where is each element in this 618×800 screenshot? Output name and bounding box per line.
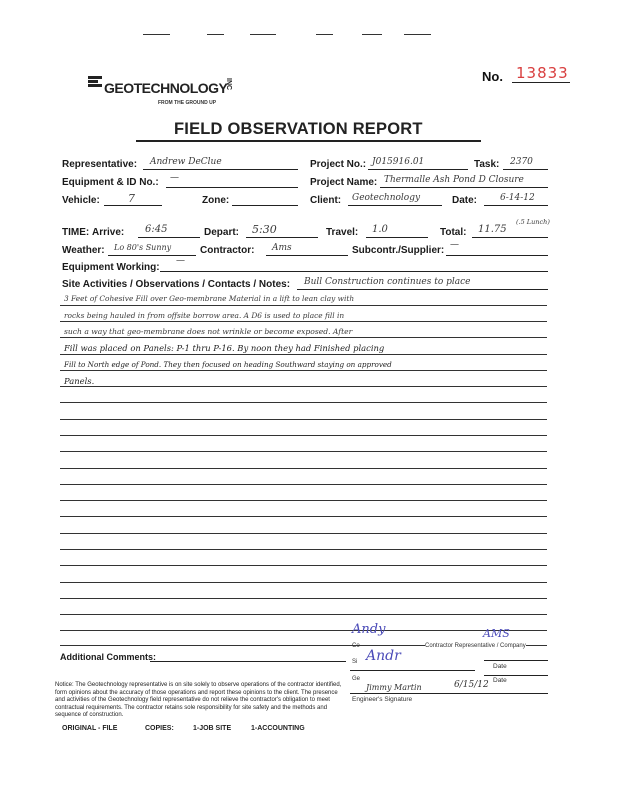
project-no-label: Project No.:: [310, 159, 367, 170]
representative-value[interactable]: Andrew DeClue: [150, 157, 222, 167]
vehicle-line: [104, 205, 162, 206]
notes-line-4[interactable]: such a way that geo-membrane does not wrinkle or become exposed. After: [64, 327, 353, 336]
rep-signature: Andy: [352, 622, 386, 637]
project-name-value[interactable]: Thermalle Ash Pond D Closure: [384, 175, 524, 185]
ruled-line: [60, 500, 547, 501]
total-value[interactable]: 11.75: [478, 224, 507, 235]
notes-line-6[interactable]: Fill to North edge of Pond. They then focused on heading Southward staying on approved: [64, 360, 392, 369]
travel-value[interactable]: 1.0: [372, 224, 388, 235]
ruled-line: [60, 565, 547, 566]
total-label: Total:: [440, 227, 467, 238]
depart-line: [246, 237, 318, 238]
engineer-date: 6/15/12: [454, 680, 489, 690]
travel-line: [366, 237, 428, 238]
equipment-working-value[interactable]: —: [176, 256, 185, 266]
vehicle-value[interactable]: 7: [128, 192, 135, 205]
equipment-value[interactable]: —: [170, 173, 179, 183]
date-line-1: [484, 660, 548, 661]
notes-line-3[interactable]: rocks being hauled in from offsite borrow area. A D6 is used to place fill in: [64, 311, 345, 320]
company-signature: AMS: [483, 627, 510, 640]
ruled-line: [60, 354, 547, 355]
date-line: [484, 205, 548, 206]
equipment-working-label: Equipment Working:: [62, 262, 160, 273]
project-no-line: [368, 169, 468, 170]
notice-text: Notice: The Geotechnology representative is on site solely to observe operations of the contractor identified, form opinions about the accuracy of those operations and report these opinions to the client. The presence and activities of the Geotechnology field representative do not relieve the contractor's obligation to meet contractual requirements. The contractor retains sole responsibility for site safety and the methods and sequence of construction.: [55, 682, 342, 718]
arrive-value[interactable]: 6:45: [145, 224, 168, 235]
representative-label: Representative:: [62, 159, 138, 170]
date-label: Date:: [452, 195, 478, 206]
ruled-line: [60, 484, 547, 485]
contractor-line: [266, 255, 348, 256]
top-dash: [250, 34, 276, 35]
task-line: [503, 169, 548, 170]
sign-prefix-2: Si: [352, 659, 358, 665]
engineer-signature-label: Engineer's Signature: [352, 696, 413, 703]
project-no-value[interactable]: J015916.01: [372, 157, 425, 167]
ruled-line: [60, 337, 547, 338]
top-dash: [143, 34, 170, 35]
logo-tagline: FROM THE GROUND UP: [158, 100, 217, 106]
logo-mark-icon: [88, 76, 104, 88]
notes-line-2[interactable]: 3 Feet of Cohesive Fill over Geo-membrane Material in a lift to lean clay with: [64, 294, 355, 303]
total-line: [472, 237, 548, 238]
ruled-line: [60, 533, 547, 534]
subcontractor-line: [446, 255, 548, 256]
date-label-2: Date: [493, 677, 507, 684]
depart-value[interactable]: 5:30: [252, 223, 277, 236]
ruled-line: [60, 435, 547, 436]
total-note: (.5 Lunch): [516, 218, 550, 226]
sign-prefix-1: Co: [352, 643, 360, 649]
vehicle-label: Vehicle:: [62, 195, 100, 206]
notes-line-5[interactable]: Fill was placed on Panels: P-1 thru P-16. By noon they had Finished placing: [64, 343, 385, 353]
date-line-2: [484, 675, 548, 676]
report-number: 13833: [516, 64, 569, 82]
project-name-label: Project Name:: [310, 177, 378, 188]
subcontractor-label: Subcontr./Supplier:: [352, 245, 445, 256]
report-number-label: No.: [482, 69, 503, 84]
zone-label: Zone:: [202, 195, 230, 206]
contractor-rep-label: Contractor Representative / Company: [425, 643, 526, 649]
task-label: Task:: [474, 159, 500, 170]
zone-line: [232, 205, 298, 206]
equipment-working-line: [160, 271, 548, 272]
ruled-line: [60, 516, 547, 517]
original-file-label: ORIGINAL - FILE: [62, 725, 118, 732]
date-label-1: Date: [493, 663, 507, 670]
ruled-line: [60, 549, 547, 550]
ruled-line: [60, 305, 547, 306]
additional-comments-line: [150, 661, 346, 662]
engineer-signature: Jimmy Martin: [366, 683, 422, 692]
copies-label: COPIES:: [145, 725, 174, 732]
report-number-underline: [512, 82, 570, 83]
ruled-line: [60, 402, 547, 403]
date-value[interactable]: 6-14-12: [500, 193, 535, 203]
top-dash: [362, 34, 382, 35]
ruled-line: [60, 370, 547, 371]
ruled-line: [60, 419, 547, 420]
weather-label: Weather:: [62, 245, 105, 256]
top-dash: [316, 34, 333, 35]
time-label: TIME:: [62, 227, 90, 238]
weather-value[interactable]: Lo 80's Sunny: [114, 243, 172, 252]
sign-prefix-3: Ge: [352, 676, 361, 682]
signature-line-2: [350, 670, 475, 671]
ruled-line: [60, 582, 547, 583]
client-label: Client:: [310, 195, 342, 206]
title-rule: [136, 140, 481, 142]
ruled-line: [60, 386, 547, 387]
contractor-label: Contractor:: [200, 245, 255, 256]
equipment-label: Equipment & ID No.:: [62, 177, 159, 188]
contractor-value[interactable]: Ams: [272, 243, 292, 253]
copy-accounting-label: 1-ACCOUNTING: [251, 725, 305, 732]
top-dash: [207, 34, 224, 35]
client-value[interactable]: Geotechnology: [352, 193, 421, 203]
notes-line-7[interactable]: Panels.: [64, 376, 95, 386]
task-value[interactable]: 2370: [510, 157, 533, 167]
ruled-line: [60, 321, 547, 322]
logo-suffix: INC: [225, 78, 232, 91]
activities-label: Site Activities / Observations / Contacts / Notes:: [62, 279, 291, 290]
additional-comments-label: Additional Comments:: [60, 652, 156, 662]
arrive-line: [138, 237, 200, 238]
arrive-label: Arrive:: [92, 227, 125, 238]
representative-line: [143, 169, 298, 170]
logo-text: GEOTECHNOLOGY: [104, 80, 228, 96]
notes-line-1[interactable]: Bull Construction continues to place: [304, 277, 471, 287]
activities-line: [297, 289, 548, 290]
ruled-line: [60, 614, 547, 615]
client-line: [348, 205, 442, 206]
geo-signature: Andr: [366, 648, 401, 664]
ruled-line: [60, 451, 547, 452]
top-dash: [404, 34, 431, 35]
depart-label: Depart:: [204, 227, 240, 238]
subcontractor-value[interactable]: —: [450, 240, 459, 250]
travel-label: Travel:: [326, 227, 359, 238]
equipment-line: [166, 187, 298, 188]
project-name-line: [380, 187, 548, 188]
ruled-line: [60, 630, 547, 631]
engineer-signature-line: [350, 693, 548, 694]
ruled-line: [60, 468, 547, 469]
copy-job-site-label: 1-JOB SITE: [193, 725, 232, 732]
ruled-line: [60, 598, 547, 599]
page-title: FIELD OBSERVATION REPORT: [174, 120, 423, 138]
